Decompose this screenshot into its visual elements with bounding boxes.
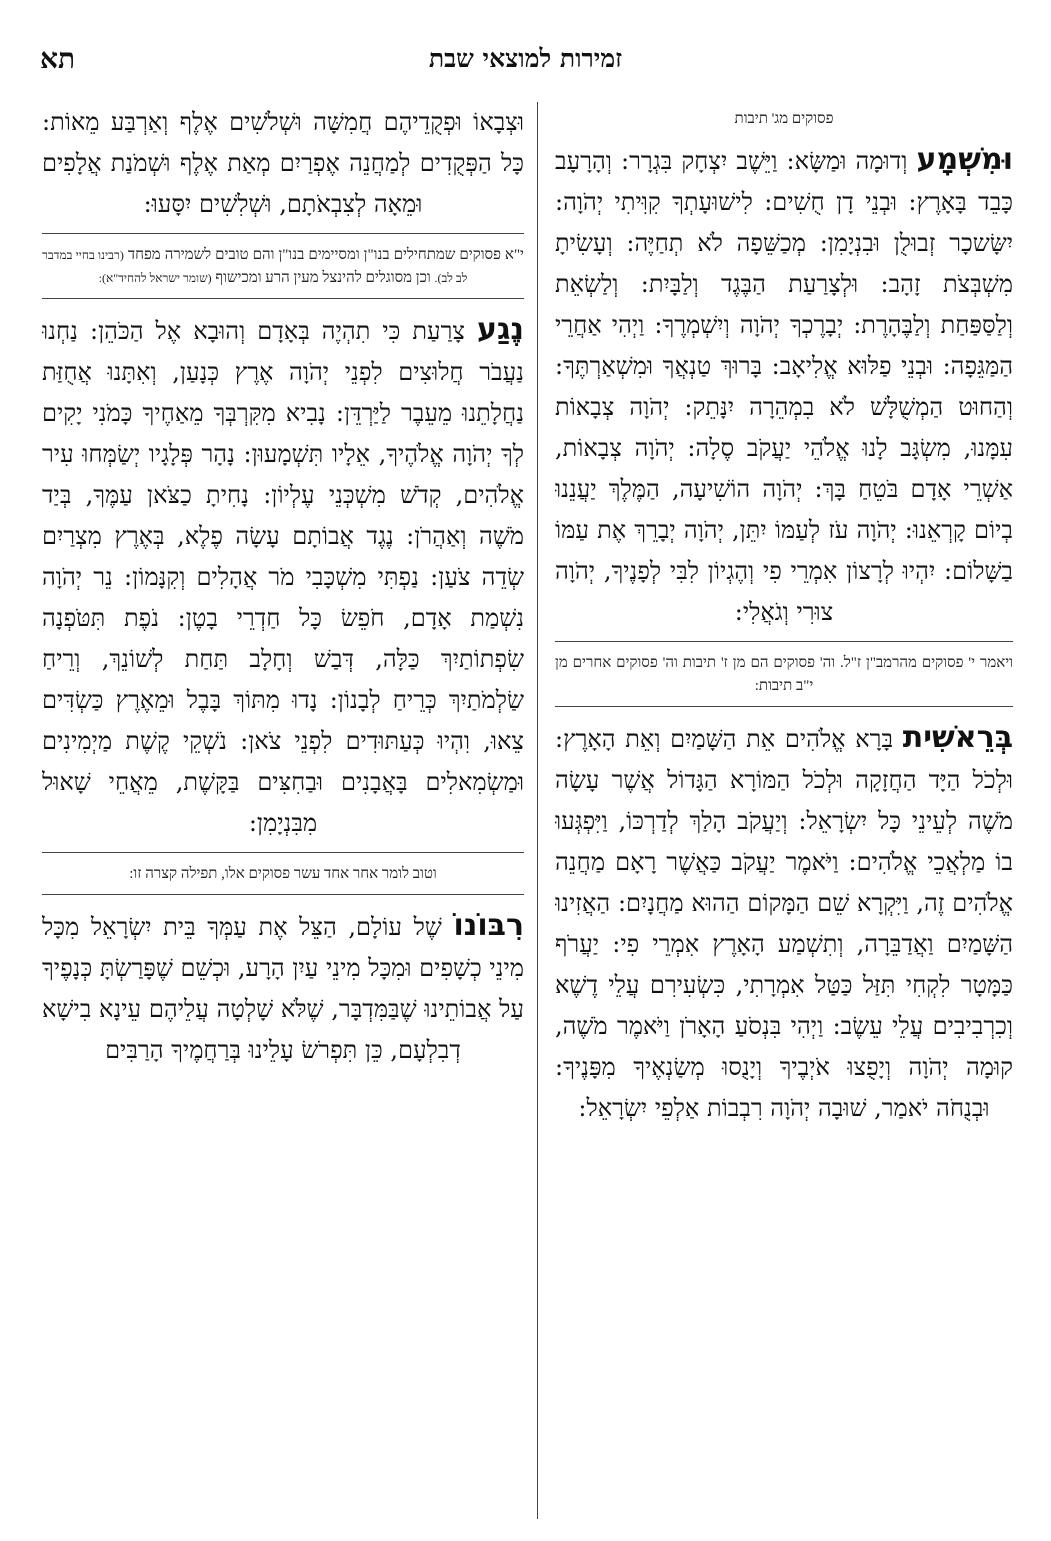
passage-continuation bbox=[42, 102, 524, 225]
left-column bbox=[42, 102, 524, 1521]
passage-nega bbox=[42, 309, 524, 844]
section-rule bbox=[555, 641, 1013, 642]
note-short-prayer: וטוב לומר אחר אחד עשר פסוקים אלו, תפילה קצרה זו: bbox=[129, 866, 437, 882]
page-header bbox=[40, 42, 1011, 82]
note-source: (שומר ישראל להחיד"א): bbox=[98, 271, 212, 285]
note-nun-verses bbox=[42, 244, 524, 290]
passage-text: בָּרָא אֱלֹהִים אֵת הַשָּׁמַיִם וְאֵת הָאָרֶץ: וּלְכֹל הַיָּד הַחֲזָקָה וּלְכֹל הַמּוֹרָא הַגָּדוֹל אֲשֶׁר עָשָׂה מֹשֶׁה לְעֵינֵי כָּל יִשְׂרָאֵל: וְיַעֲקֹב הָלַךְ לְדַרְכּוֹ, וַיִּפְגְּעוּ בוֹ מַלְאֲכֵי אֱלֹהִים: וַיֹּאמֶר יַעֲקֹב כַּאֲשֶׁר רָאָם מַחֲנֵה אֱלֹהִים זֶה, וַיִּקְרָא שֵׁם הַמָּקוֹם הַהוּא מַחֲנָיִם: הַאֲזִינוּ הַשָּׁמַיִם וַאֲדַבֵּרָה, וְתִשְׁמַע הָאָרֶץ אִמְרֵי פִי: יַעֲרֹף כַּמָּטָר לִקְחִי תִּזַּל כַּטַּל אִמְרָתִי, כִּשְׂעִירִם עֲלֵי דֶשֶׁא וְכִרְבִיבִים עֲלֵי עֵשֶׂב: וַיְהִי בִּנְסֹעַ הָאָרֹן וַיֹּאמֶר מֹשֶׁה, קוּמָה יְהֹוָה וְיָפֻצוּ אֹיְבֶיךָ וְיָנֻסוּ מְשַׂנְאֶיךָ מִפָּנֶיךָ: וּבְנֻחֹה יֹאמַר, שׁוּבָה יְהֹוָה רִבְבוֹת אַלְפֵי יִשְׂרָאֵל: bbox=[555, 725, 1013, 1122]
passage-text: שֶׁל עוֹלָם, הַצֵּל אֶת עַמְּךָ בֵּית יִשְׂרָאֵל מִכָּל מִינֵי כְשָׁפִים וּמִכָּל מִינֵי עַיִן הָרָע, וּכְשֵׁם שֶׁפָּרַשְׂתָּ כְּנָפֶיךָ עַל אֲבוֹתֵינוּ שֶׁבַּמִּדְבָּר, שֶׁלֹּא שָׁלְטָה עֲלֵיהֶם עֵינָא בִישָׁא דְבִלְעָם, כֵּן תִּפְרֹשׂ עָלֵינוּ בְּרַחֲמֶיךָ הָרַבִּים bbox=[42, 913, 524, 1064]
passage-umishma bbox=[555, 139, 1013, 633]
passage-opening-word: בְּרֵאשִׁית bbox=[902, 720, 1013, 755]
passage-opening-word: וּמִשְׁמָע bbox=[916, 142, 1013, 177]
column-divider bbox=[537, 102, 538, 1519]
passage-bereshit bbox=[555, 717, 1013, 1129]
section-rule bbox=[42, 852, 524, 853]
passage-text: וּצְבָאוֹ וּפְקֻדֵיהֶם חֲמִשָּׁה וּשְׁלֹשִׁים אֶלֶף וְאַרְבַּע מֵאוֹת: כָּל הַפְּקֻדִים לְמַחֲנֵה אֶפְרַיִם מְאַת אֶלֶף וּשְׁמֹנַת אֲלָפִים וּמֵאָה לְצִבְאֹתָם, וּשְׁלִשִׁים יִסָּעוּ: bbox=[42, 108, 524, 218]
passage-text: צָרַעַת כִּי תִהְיֶה בְּאָדָם וְהוּבָא אֶל הַכֹּהֵן: נַחְנוּ נַעֲבֹר חֲלוּצִים לִפְנֵי יְהֹוָה אֶרֶץ כְּנָעַן, וְאִתָּנוּ אֲחֻזַּת נַחֲלָתֵנוּ מֵעֵבֶר לַיַּרְדֵּן: נָבִיא מִקִּרְבְּךָ מֵאַחֶיךָ כָּמֹנִי יָקִים לְךָ יְהֹוָה אֱלֹהֶיךָ, אֵלָיו תִּשְׁמָעוּן: נָהָר פְּלָגָיו יְשַׂמְּחוּ עִיר אֱלֹהִים, קְדֹשׁ מִשְׁכְּנֵי עֶלְיוֹן: נָחִיתָ כַצֹּאן עַמֶּךָ, בְּיַד מֹשֶׁה וְאַהֲרֹן: נֶגֶד אֲבוֹתָם עָשָׂה פֶלֶא, בְּאֶרֶץ מִצְרַיִם שְׂדֵה צֹעַן: נַפְתִּי מִשְׁכָּבִי מֹר אֲהָלִים וְקִנָּמוֹן: נֵר יְהֹוָה נִשְׁמַת אָדָם, חֹפֵשׂ כָּל חַדְרֵי בָטֶן: נֹפֶת תִּטֹּפְנָה שִׂפְתוֹתַיִךְ כַּלָּה, דְּבַשׁ וְחָלָב תַּחַת לְשׁוֹנֵךְ, וְרֵיחַ שַׂלְמֹתַיִךְ כְּרֵיחַ לְבָנוֹן: נָדוּ מִתּוֹךְ בָּבֶל וּמֵאֶרֶץ כַּשְׂדִּים צֵאוּ, וִהְיוּ כְּעַתּוּדִים לִפְנֵי צֹאן: נֹשְׁקֵי קֶשֶׁת מַיְמִינִים וּמַשְׂמִאלִים בָּאֲבָנִים וּבַחִצִּים בַּקָּשֶׁת, מֵאֲחֵי שָׁאוּל מִבִּנְיָמִן: bbox=[42, 317, 524, 837]
section-rule bbox=[555, 706, 1013, 707]
note-three-word-verses: פסוקים מג' תיבות bbox=[734, 111, 834, 127]
page-number: תא bbox=[40, 42, 76, 75]
passage-text: וְדוּמָה וּמַשָּׂא: וַיֵּשֶׁב יִצְחָק בִּגְרָר: וְהָרָעָב כָּבֵד בָּאָרֶץ: וּבְנֵי דָן חֻשִׁים: לִישׁוּעָתְךָ קִוִּיתִי יְהֹוָה: יִשָּׂשכָר זְבוּלֻן וּבִנְיָמִן: מְכַשֵּׁפָה לֹא תְחַיֶּה: וְעָשִׂיתָ מִשְׁבְּצֹת זָהָב: וּלְצָרַעַת הַבֶּגֶד וְלַבָּיִת: וְלַשְׂאֵת וְלַסַּפַּחַת וְלַבֶּהָרֶת: יְבָרֶכְךָ יְהֹוָה וְיִשְׁמְרֶךָ: וַיְהִי אַחֲרֵי הַמַּגֵּפָה: וּבְנֵי פַלּוּא אֱלִיאָב: בָּרוּךְ טַנְאֲךָ וּמִשְׁאַרְתֶּךָ: וְהַחוּט הַמְשֻׁלָּשׁ לֹא בִמְהֵרָה יִנָּתֵק: יְהֹוָה צְבָאוֹת עִמָּנוּ, מִשְׂגָּב לָנוּ אֱלֹהֵי יַעֲקֹב סֶלָה: יְהֹוָה צְבָאוֹת, אַשְׁרֵי אָדָם בֹּטֵחַ בָּךְ: יְהֹוָה הוֹשִׁיעָה, הַמֶּלֶךְ יַעֲנֵנוּ בְיוֹם קָרְאֵנוּ: יְהֹוָה עֹז לְעַמּוֹ יִתֵּן, יְהֹוָה יְבָרֵךְ אֶת עַמּוֹ בַשָּׁלוֹם: יִהְיוּ לְרָצוֹן אִמְרֵי פִי וְהֶגְיוֹן לִבִּי לְפָנֶיךָ, יְהֹוָה צוּרִי וְגֹאֲלִי: bbox=[555, 147, 1013, 626]
note-ramban-verses: ויאמר י' פסוקים מהרמב"ן ז"ל. וה' פסוקים הם מן ז' תיבות וה' פסוקים אחרים מן י"ב תיבות: bbox=[555, 655, 1013, 694]
passage-opening-word: רִבּוֹנוֹ bbox=[453, 908, 524, 943]
note-source: (רבינו בחיי במדבר לב לב). bbox=[42, 248, 468, 285]
passage-ribono bbox=[42, 905, 524, 1071]
note-text: י"א פסוקים שמתחילים בנו"ן ומסיימים בנו"ן והם טובים לשמירה מפחד bbox=[127, 247, 524, 263]
section-rule bbox=[42, 298, 524, 299]
section-rule bbox=[42, 233, 524, 234]
section-rule bbox=[42, 894, 524, 895]
running-title: זמירות למוצאי שבת bbox=[428, 44, 623, 73]
right-column bbox=[555, 102, 1013, 1521]
note-text: וכן מסוגלים להינצל מעין הרע ומכישוף bbox=[215, 270, 431, 286]
passage-opening-word: נֶגַע bbox=[477, 312, 524, 347]
